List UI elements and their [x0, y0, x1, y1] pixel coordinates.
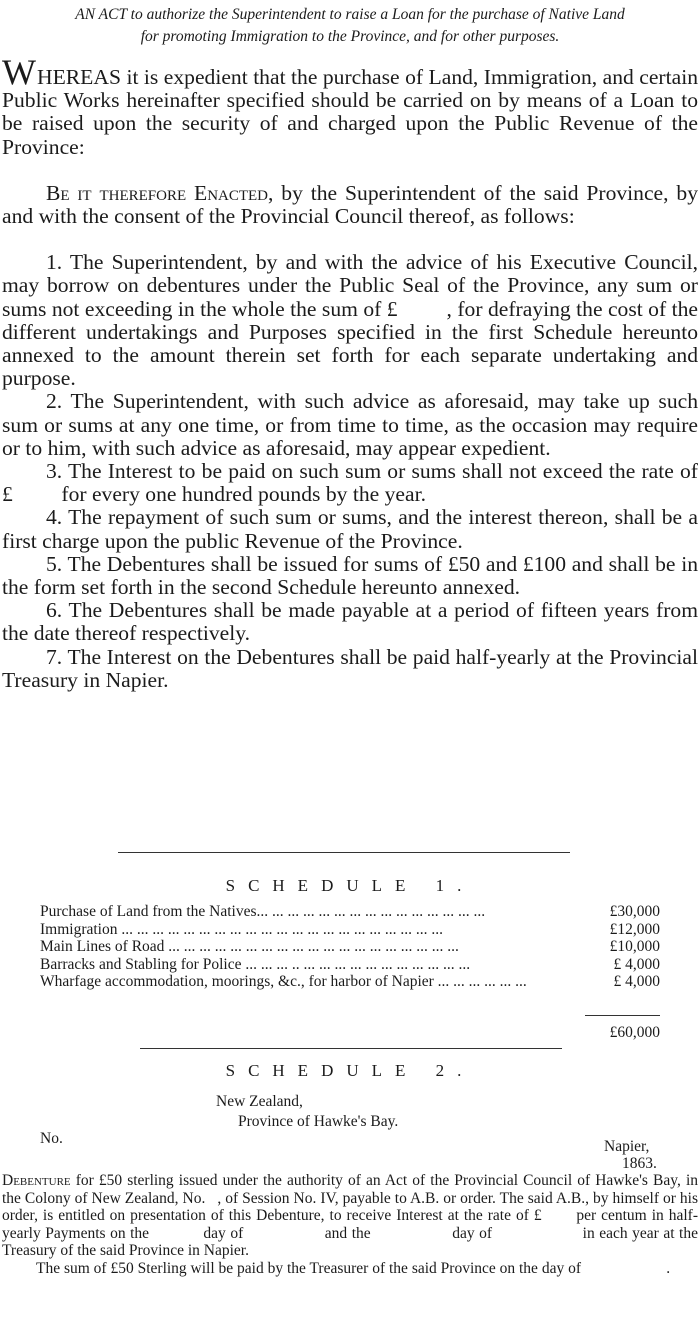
schedule-1-heading: SCHEDULE 1.: [225, 876, 475, 895]
schedule-item-amount: £ 4,000: [613, 973, 660, 991]
schedule-2-heading: SCHEDULE 2.: [225, 1061, 475, 1080]
debenture-year: 1863.: [622, 1155, 657, 1172]
section-4: 4. The repayment of such sum or sums, and the interest thereon, shall be a first charge upon the public Revenue of the Province.: [2, 505, 698, 553]
section-5: 5. The Debentures shall be issued for sums of £50 and £100 and shall be in the form set forth in the second Schedule hereunto annexed.: [2, 551, 698, 600]
section-7: 7. The Interest on the Debentures shall be paid half-yearly at the Provincial Treasury in Napier.: [2, 644, 698, 692]
schedule-item-label: Wharfage accommodation, moorings, &c., for harbor of Napier ... ... ... ... ... ...: [40, 973, 527, 991]
preamble-lead: HEREAS: [36, 65, 121, 89]
act-body: [2, 52, 699, 692]
schedule-row: [40, 921, 660, 939]
section-1: 1. The Superintendent, by and with the advice of his Executive Council, may borrow on debentures under the Public Seal of the Province, any sum or sums not exceeding in the whole the sum of £ , for defraying the cost of the different undertakings and Purposes specified in the first Schedule hereunto annexed to the amount therein set forth for each separate undertaking and purpose.: [2, 250, 698, 391]
debenture-province: Province of Hawke's Bay.: [238, 1113, 399, 1130]
schedule-item-amount: £ 4,000: [613, 955, 660, 973]
debenture-paragraph: [2, 1172, 698, 1260]
preamble-dropcap: W: [2, 52, 37, 92]
debenture-place: Napier,: [604, 1138, 650, 1155]
act-title-line-2: for promoting Immigration to the Province, and for other purposes.: [140, 28, 560, 45]
act-title-line-1: AN ACT to authorize the Superintendent to raise a Loan for the purchase of Native Land: [75, 6, 625, 23]
schedule-item-label: Barracks and Stabling for Police ... ... ... .. ... ... ... ... ... ... ... ... ... ... ...: [40, 955, 471, 973]
schedule-item-amount: £10,000: [609, 938, 660, 956]
enacting-text: , by the Superintendent of the said Province, by and with the consent of the Provincial Council thereof, as follows:: [2, 180, 699, 229]
schedule-item-label: Purchase of Land from the Natives... ... ... ... ... ... ... ... ... ... ... ... ... ... ...: [40, 903, 486, 920]
debenture-text: for £50 sterling issued under the authority of an Act of the Provincial Council of Hawke's Bay, in the Colony of New Zealand, No. , of Session No. IV, payable to A.B. or order. The said A.B., by himself or his order, is entitled on presentation of this Debenture, to receive Interest at the rate of £ per centum in half-yearly Payments on the day of and the day of in each year at the Treasury of the said Province in Napier.: [2, 1172, 698, 1259]
debenture-country: New Zealand,: [216, 1093, 303, 1110]
preamble-paragraph: [2, 52, 698, 159]
schedule-item-amount: £30,000: [609, 903, 660, 920]
schedule-item-amount: £12,000: [609, 920, 660, 938]
schedule-item-label: Main Lines of Road ... ... ... ... ... ... ... ... ... ... ... ... ... ... ... ... ... ... ...: [40, 938, 459, 956]
divider-rule: [118, 852, 570, 853]
schedule-1-table: [40, 903, 660, 991]
debenture-lead: Debenture: [2, 1172, 71, 1189]
payment-paragraph: The sum of £50 Sterling will be paid by the Treasurer of the said Province on the day of .: [36, 1259, 671, 1277]
enacting-lead: Be it therefore Enacted: [46, 180, 269, 205]
preamble-text: it is expedient that the purchase of Land, Immigration, and certain Public Works hereinafter specified should be carried on by means of a Loan to be raised upon the security of and charged upon the Public Revenue of the Province:: [2, 65, 698, 159]
debenture-number-label: No.: [40, 1130, 63, 1147]
schedule-row: [40, 973, 660, 991]
schedule-row: [40, 903, 660, 921]
enacting-clause: [2, 182, 698, 228]
section-3: 3. The Interest to be paid on such sum or sums shall not exceed the rate of £ for every one hundred pounds by the year.: [2, 459, 698, 507]
schedule-row: [40, 956, 660, 974]
debenture-form: [2, 1172, 698, 1277]
schedule-item-label: Immigration ... ... ... ... ... ... ... ... ... ... ... ... ... ... ... ... ... ... ... ... ...: [40, 920, 443, 938]
schedule-1-total: £60,000: [609, 1024, 660, 1041]
section-6: 6. The Debentures shall be made payable at a period of fifteen years from the date thereof respectively.: [2, 598, 698, 646]
act-title: [2, 4, 698, 48]
schedule-row: [40, 938, 660, 956]
divider-rule: [140, 1048, 562, 1049]
section-2: 2. The Superintendent, with such advice as aforesaid, may take up such sum or sums at any one time, or from time to time, as the occasion may require or to him, with such advice as aforesaid, may appear expedient.: [2, 389, 698, 460]
total-rule: [585, 1015, 660, 1016]
